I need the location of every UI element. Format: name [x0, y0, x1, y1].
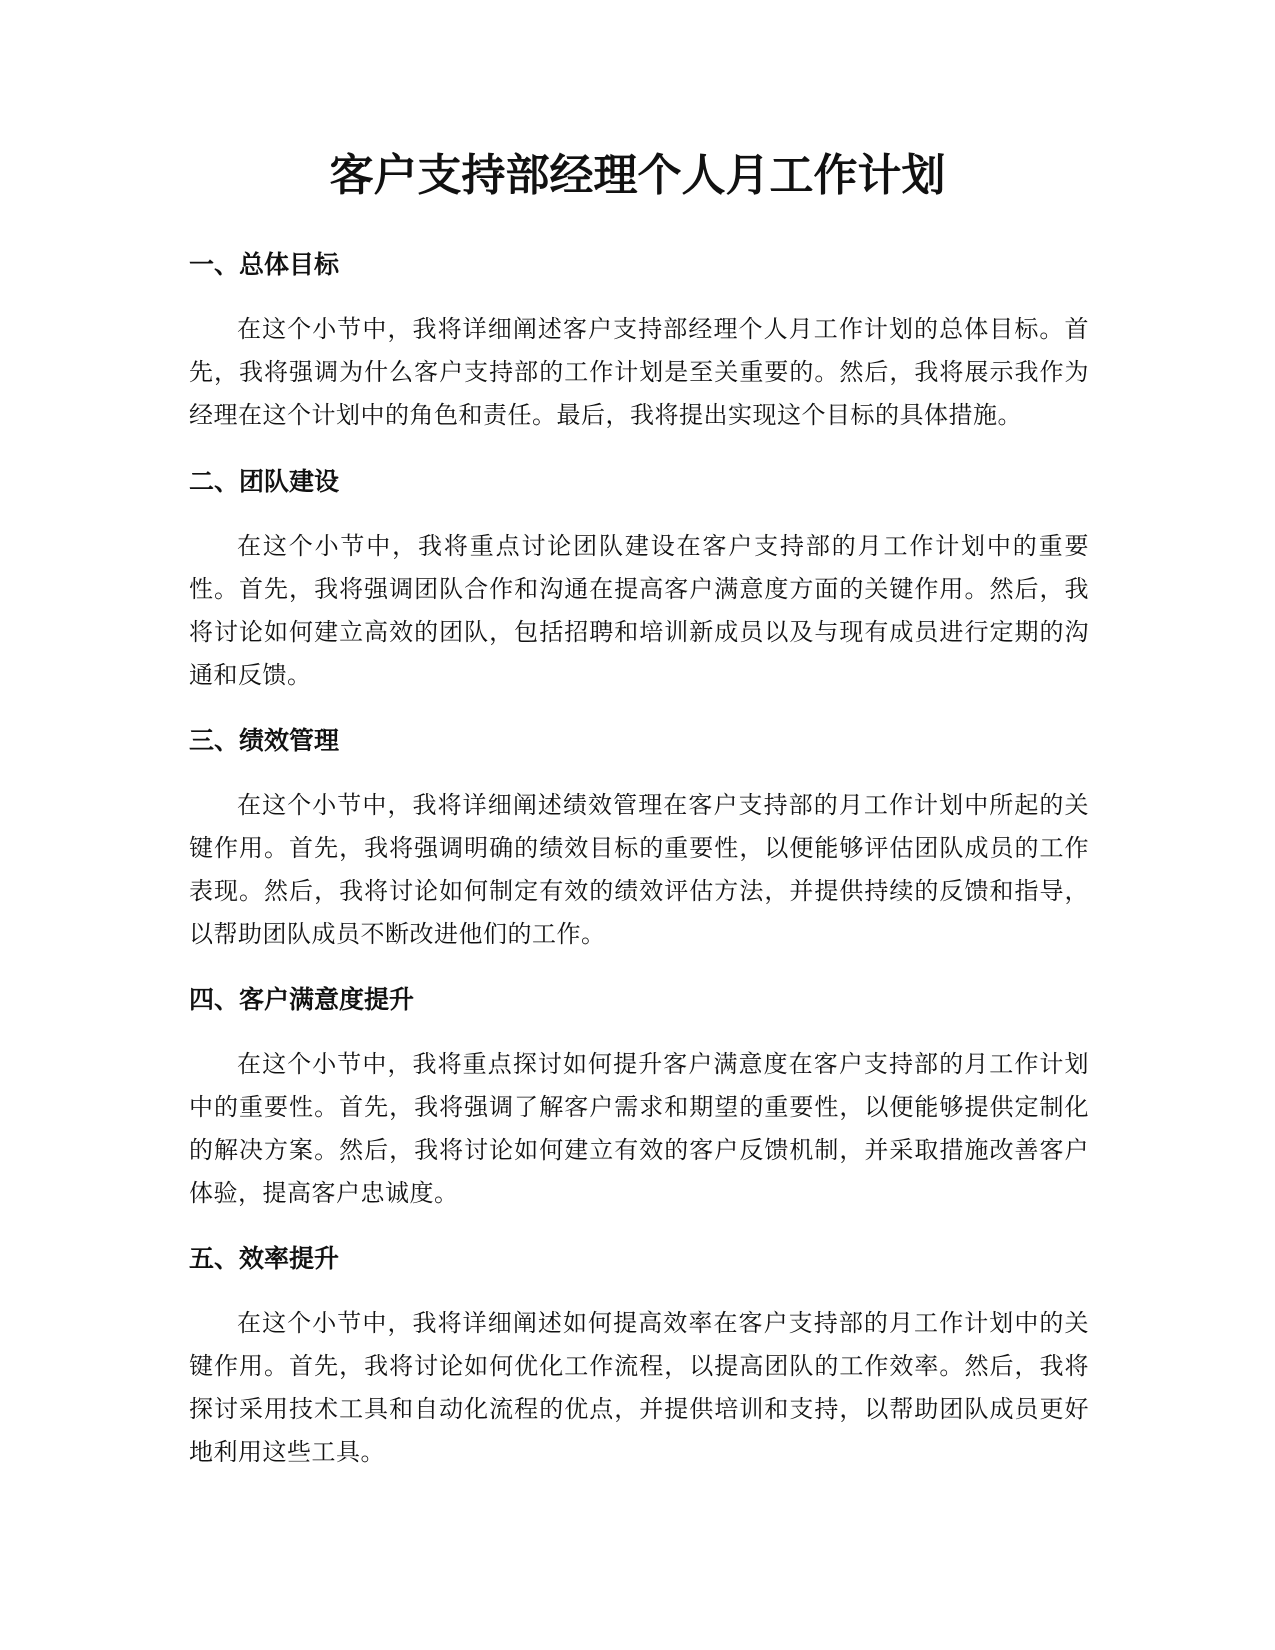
section-heading: 五、效率提升: [189, 1244, 340, 1273]
section-heading: 一、总体目标: [189, 250, 340, 279]
section-heading: 三、绩效管理: [189, 726, 340, 755]
section-heading: 四、客户满意度提升: [189, 985, 415, 1014]
section-efficiency: [189, 1242, 1089, 1474]
section-heading: 二、团队建设: [189, 467, 340, 496]
section-paragraph: 在这个小节中，我将详细阐述绩效管理在客户支持部的月工作计划中所起的关键作用。首先，我将强调明确的绩效目标的重要性，以便能够评估团队成员的工作表现。然后，我将讨论如何制定有效的绩效评估方法，并提供持续的反馈和指导，以帮助团队成员不断改进他们的工作。: [189, 791, 1089, 948]
document-title: 客户支持部经理个人月工作计划: [329, 150, 946, 201]
section-overall-goal: [189, 248, 1089, 437]
section-performance-management: [189, 724, 1089, 956]
section-customer-satisfaction: [189, 983, 1089, 1215]
section-paragraph: 在这个小节中，我将详细阐述客户支持部经理个人月工作计划的总体目标。首先，我将强调为什么客户支持部的工作计划是至关重要的。然后，我将展示我作为经理在这个计划中的角色和责任。最后，我将提出实现这个目标的具体措施。: [189, 315, 1089, 429]
section-paragraph: 在这个小节中，我将详细阐述如何提高效率在客户支持部的月工作计划中的关键作用。首先，我将讨论如何优化工作流程，以提高团队的工作效率。然后，我将探讨采用技术工具和自动化流程的优点，并提供培训和支持，以帮助团队成员更好地利用这些工具。: [189, 1309, 1089, 1466]
section-paragraph: 在这个小节中，我将重点讨论团队建设在客户支持部的月工作计划中的重要性。首先，我将强调团队合作和沟通在提高客户满意度方面的关键作用。然后，我将讨论如何建立高效的团队，包括招聘和培训新成员以及与现有成员进行定期的沟通和反馈。: [189, 532, 1089, 689]
section-paragraph: 在这个小节中，我将重点探讨如何提升客户满意度在客户支持部的月工作计划中的重要性。首先，我将强调了解客户需求和期望的重要性，以便能够提供定制化的解决方案。然后，我将讨论如何建立有效的客户反馈机制，并采取措施改善客户体验，提高客户忠诚度。: [189, 1050, 1089, 1207]
section-team-building: [189, 465, 1089, 697]
